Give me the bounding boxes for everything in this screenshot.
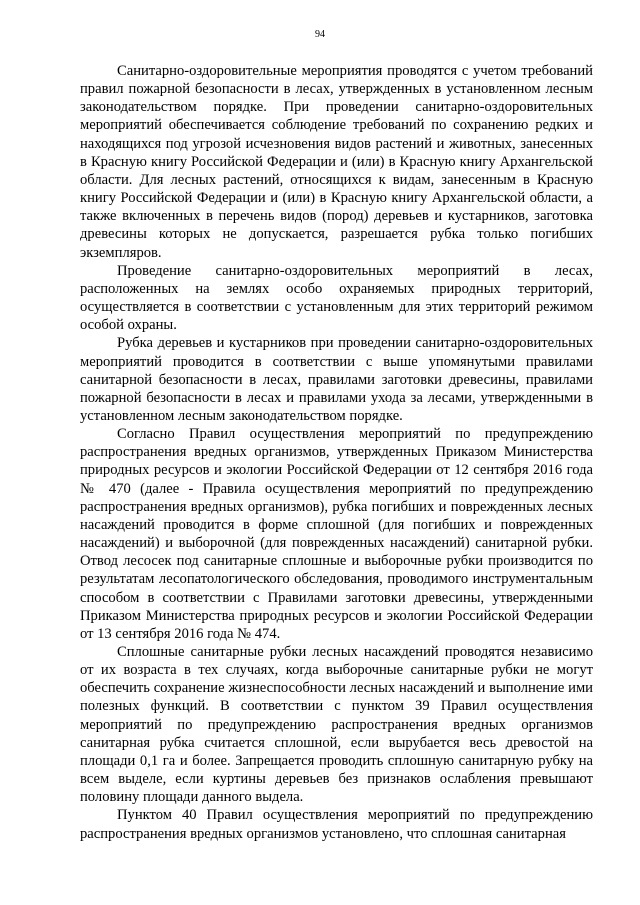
paragraph: Проведение санитарно-оздоровительных мероприятий в лесах, расположенных на землях особо охраняемых природных территорий, осуществляется в соответствии с установленным для этих территорий режимом особой охраны. bbox=[80, 262, 593, 334]
document-body bbox=[80, 62, 593, 843]
page-number: 94 bbox=[315, 29, 325, 40]
paragraph: Санитарно-оздоровительные мероприятия проводятся с учетом требований правил пожарной безопасности в лесах, утвержденных в установленном лесным законодательством порядке. При проведении санитарно-оздоровительных мероприятий обеспечивается соблюдение требований по сохранению редких и находящихся под угрозой исчезновения видов растений и животных, занесенных в Красную книгу Российской Федерации и (или) в Красную книгу Архангельской области. Для лесных растений, относящихся к видам, занесенным в Красную книгу Российской Федерации и (или) в Красную книгу Архангельской области, а также включенных в перечень видов (пород) деревьев и кустарников, заготовка древесины которых не допускается, разрешается рубка только погибших экземпляров. bbox=[80, 63, 593, 261]
paragraph: Пунктом 40 Правил осуществления мероприятий по предупреждению распространения вредных организмов установлено, что сплошная санитарная bbox=[80, 807, 593, 842]
paragraph: Согласно Правил осуществления мероприятий по предупреждению распространения вредных организмов, утвержденных Приказом Министерства природных ресурсов и экологии Российской Федерации от 12 сентября 2016 года № 470 (далее - Правила осуществления мероприятий по предупреждению распространения вредных организмов), рубка погибших и поврежденных лесных насаждений проводится в форме сплошной (для погибших и поврежденных насаждений) и выборочной (для поврежденных насаждений) санитарной рубки. Отвод лесосек под санитарные сплошные и выборочные рубки производится по результатам лесопатологического обследования, проводимого инструментальным способом в соответствии с Правилами заготовки древесины, утвержденными Приказом Министерства природных ресурсов и экологии Российской Федерации от 13 сентября 2016 года № 474. bbox=[80, 426, 593, 642]
paragraph: Рубка деревьев и кустарников при проведении санитарно-оздоровительных мероприятий проводится в соответствии с выше упомянутыми правилами санитарной безопасности в лесах, правилами заготовки древесины, правилами пожарной безопасности в лесах и правилами ухода за лесами, утвержденными в установленном лесным законодательством порядке. bbox=[80, 335, 593, 424]
paragraph: Сплошные санитарные рубки лесных насаждений проводятся независимо от их возраста в тех случаях, когда выборочные санитарные рубки не могут обеспечить сохранение жизнеспособности лесных насаждений и выполнение ими полезных функций. В соответствии с пунктом 39 Правил осуществления мероприятий по предупреждению распространения вредных организмов санитарная рубка считается сплошной, если вырубается весь древостой на площади 0,1 га и более. Запрещается проводить сплошную санитарную рубку на всем выделе, если куртины деревьев без признаков ослабления превышают половину площади данного выдела. bbox=[80, 644, 593, 806]
